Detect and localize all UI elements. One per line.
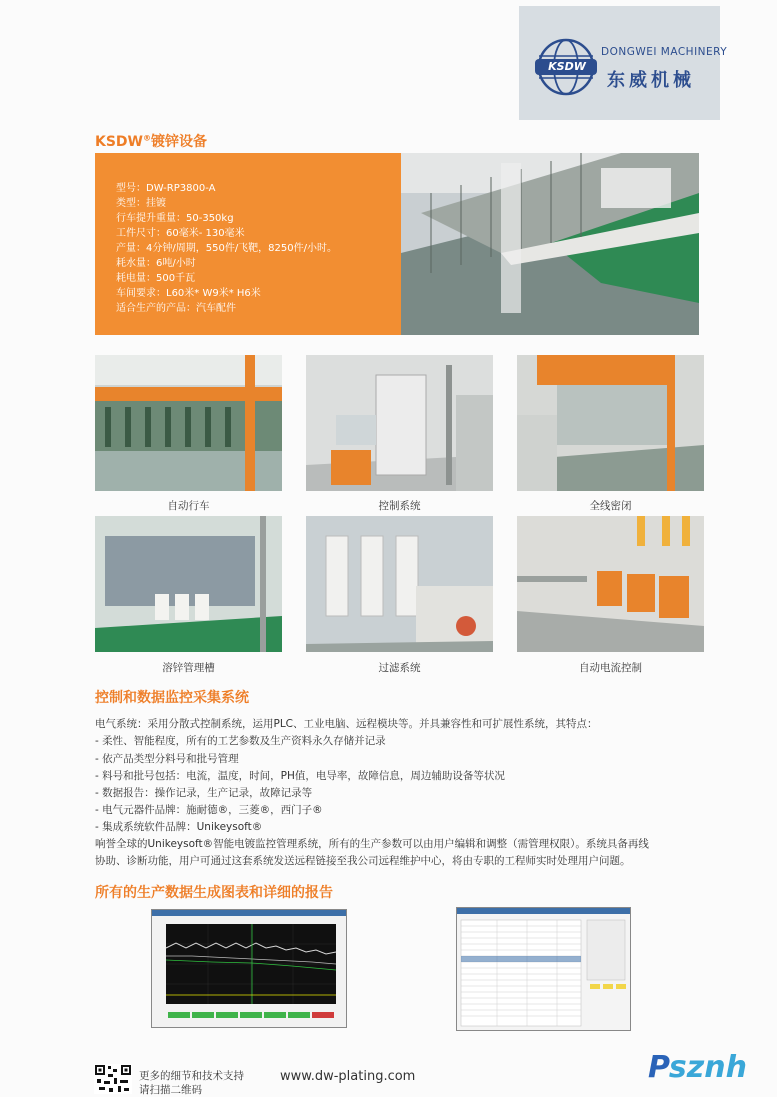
title-suffix: 镀锌设备 [151,134,207,150]
website-link[interactable]: www.dw-plating.com [280,1069,416,1084]
filter-system-photo [306,516,493,652]
photo-caption: 自动电流控制 [579,662,642,674]
logo-mark-text: KSDW [548,60,586,73]
footer-line-2: 请扫描二维码 [139,1084,202,1096]
registered-mark: ® [143,133,151,143]
control-cabinet-photo [306,355,493,491]
body-line: - 柔性、智能程度，所有的工艺参数及生产资料永久存储并记录 [95,735,386,747]
photo-caption: 过滤系统 [378,662,421,674]
spec-line: 适合生产的产品：汽车配件 [116,303,236,314]
section-title-control-system: 控制和数据监控采集系统 [95,690,249,706]
body-line: - 电气元器件品牌：施耐德®，三菱®，西门子® [95,804,323,816]
body-line: 响誉全球的Unikeysoft®智能电镀监控管理系统，所有的生产参数可以由用户编辑和调整（需管理权限）。系统具备再线 [95,838,649,850]
watermark-logo [648,1050,747,1085]
section-title-reports: 所有的生产数据生成图表和详细的报告 [95,885,333,901]
spec-line: 产量：4分钟/周期，550件/飞靶，8250件/小时。 [116,243,338,254]
spec-line: 车间要求：L60米* W9米* H6米 [116,288,261,299]
company-logo [519,6,728,120]
title-prefix: KSDW [95,134,143,150]
spec-line: 行车提升重量：50-350kg [116,213,234,224]
brand-chinese-name: 东威机械 [607,70,695,91]
trend-chart-screenshot [151,909,347,1028]
spec-line: 工件尺寸：60毫米- 130毫米 [116,228,245,239]
enclosed-line-photo [517,355,704,491]
gantry-crane-photo [95,355,282,491]
photo-caption: 自动行车 [167,500,210,512]
spec-line: 耗电量：500千瓦 [116,273,196,284]
body-line: - 料号和批号包括：电流，温度，时间，PH值，电导率，故障信息，周边辅助设备等状况 [95,770,505,782]
photo-caption: 控制系统 [378,500,421,512]
footer-support-text [139,1069,244,1097]
rectifier-photo [517,516,704,652]
spec-line: 类型：挂镀 [116,198,166,209]
brand-english-name: DONGWEI MACHINERY [601,46,728,58]
photo-caption: 全线密闭 [589,500,632,512]
zinc-tank-photo [95,516,282,652]
watermark-letter-p: P [648,1050,669,1085]
watermark-text: sznh [668,1050,747,1085]
spec-line: 型号：DW-RP3800-A [116,183,216,194]
spec-box [95,153,401,335]
body-line: - 依产品类型分料号和批号管理 [95,753,239,765]
spec-line: 耗水量：6吨/小时 [116,258,196,269]
body-line: - 数据报告：操作记录，生产记录，故障记录等 [95,787,313,799]
report-table-screenshot [456,907,631,1031]
footer-line-1: 更多的细节和技术支持 [139,1070,244,1082]
photo-caption: 溶锌管理槽 [162,662,215,674]
body-line: 电气系统：采用分散式控制系统，运用PLC、工业电脑、远程模块等。并具兼容性和可扩展性系统，其特点： [95,718,598,730]
body-line: 协助、诊断功能，用户可通过这套系统发送远程链接至我公司远程维护中心，将由专职的工程师实时处理用户问题。 [95,855,631,867]
plating-line-hero-photo [401,153,699,335]
qr-code-icon[interactable] [94,1064,132,1094]
section-title-galvanizing [95,131,207,151]
body-line: - 集成系统软件品牌：Unikeysoft® [95,821,263,833]
